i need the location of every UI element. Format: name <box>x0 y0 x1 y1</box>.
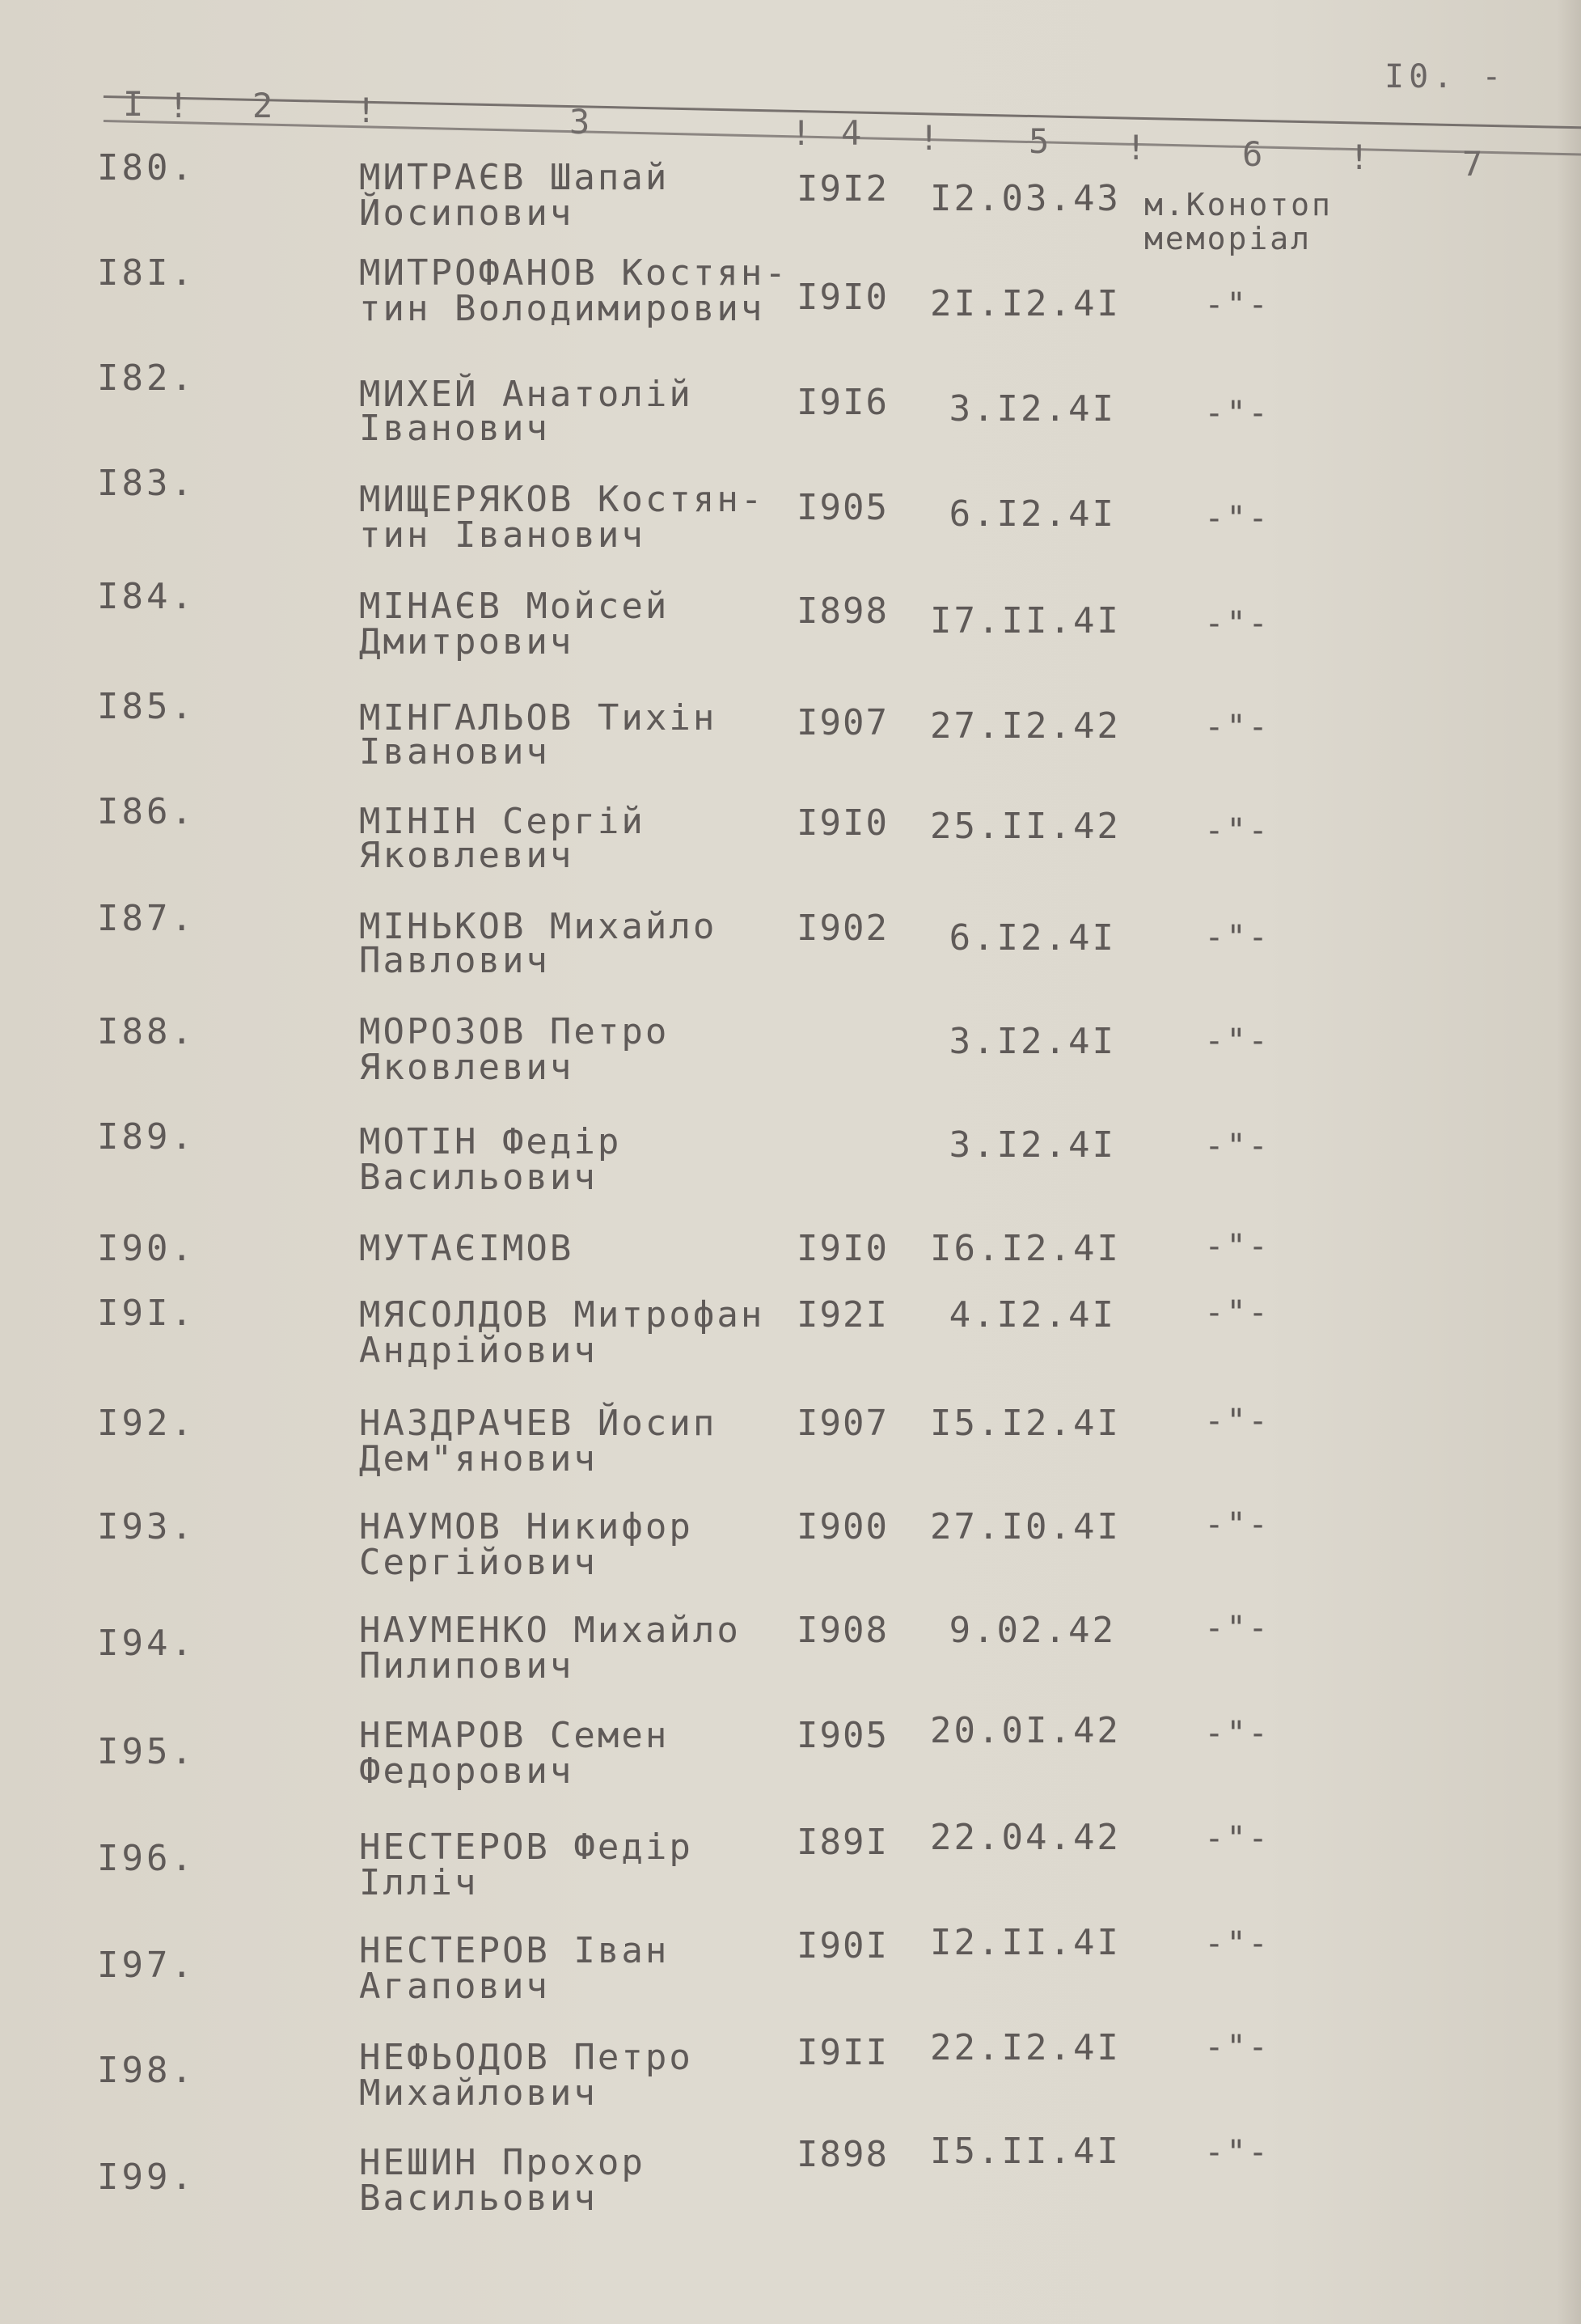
death-date: 20.0I.42 <box>930 1710 1121 1751</box>
person-name: НЕСТЕРОВ Федір <box>359 1827 693 1868</box>
header-separator: ! <box>791 113 812 153</box>
person-name-continued: Андрійович <box>359 1330 598 1371</box>
burial-place-line1: м.Конотоп <box>1144 187 1333 222</box>
person-name: МИЩЕРЯКОВ Костян- <box>359 479 765 520</box>
person-name-continued: тин Володимирович <box>359 288 765 329</box>
death-date: 25.II.42 <box>930 806 1121 847</box>
death-date: 3.I2.4I <box>949 388 1116 430</box>
person-name-continued: Сергійович <box>359 1542 598 1583</box>
table-row <box>0 147 1581 256</box>
person-name-continued: Яковлевич <box>359 1047 574 1088</box>
record-number: I86. <box>97 791 196 832</box>
column-header-1: I <box>123 84 144 124</box>
person-name: НАУМОВ Никифор <box>359 1506 693 1547</box>
birth-year: I898 <box>797 591 889 632</box>
birth-year: I9I2 <box>797 168 889 210</box>
record-number: I9I. <box>97 1293 196 1334</box>
person-name-continued: тин Іванович <box>359 514 645 556</box>
person-name-continued: Яковлевич <box>359 835 574 876</box>
birth-year: I900 <box>797 1506 889 1547</box>
death-date: 6.I2.4I <box>949 917 1116 959</box>
birth-year: I905 <box>797 487 889 528</box>
record-number: I8I. <box>97 252 196 294</box>
person-name-continued: Павлович <box>359 940 550 981</box>
birth-year: I9I0 <box>797 1228 889 1269</box>
person-name-continued: Федорович <box>359 1750 574 1792</box>
person-name-continued: Дмитрович <box>359 621 574 662</box>
header-separator: ! <box>356 91 377 130</box>
person-name: МИТРАЄВ Шапай <box>359 157 670 198</box>
burial-place: -"- <box>1204 1715 1270 1752</box>
table-row <box>0 358 1581 463</box>
birth-year: I9I6 <box>797 382 889 423</box>
person-name: МОТІН Федір <box>359 1121 622 1162</box>
person-name: МИХЕЙ Анатолій <box>359 374 693 415</box>
table-row <box>0 1116 1581 1221</box>
table-row <box>0 252 1581 358</box>
record-number: I89. <box>97 1116 196 1158</box>
table-row <box>0 2027 1581 2137</box>
record-number: I98. <box>97 2050 196 2091</box>
death-date: I6.I2.4I <box>930 1228 1121 1269</box>
death-date: 3.I2.4I <box>949 1124 1116 1166</box>
birth-year: I905 <box>797 1715 889 1756</box>
burial-place: -"- <box>1204 1128 1270 1165</box>
death-date: I2.03.43 <box>930 178 1121 219</box>
death-date: 22.04.42 <box>930 1817 1121 1858</box>
birth-year: I902 <box>797 908 889 949</box>
record-number: I90. <box>97 1228 196 1269</box>
person-name: НЕСТЕРОВ Іван <box>359 1930 670 1971</box>
person-name: МІНГАЛЬОВ Тихін <box>359 697 717 739</box>
birth-year: I9I0 <box>797 277 889 318</box>
table-row <box>0 1817 1581 1925</box>
column-header-4: 4 <box>841 113 862 153</box>
birth-year: I92I <box>797 1294 889 1336</box>
record-number: I93. <box>97 1506 196 1547</box>
birth-year: I898 <box>797 2134 889 2175</box>
person-name-continued: Іванович <box>359 731 550 773</box>
table-row <box>0 1293 1581 1398</box>
person-name-continued: Михайлович <box>359 2072 598 2114</box>
burial-place: -"- <box>1204 1925 1270 1962</box>
table-row <box>0 463 1581 568</box>
death-date: 27.I2.42 <box>930 705 1121 747</box>
table-row <box>0 686 1581 791</box>
burial-place: -"- <box>1204 500 1270 537</box>
column-header-6: 6 <box>1242 134 1263 174</box>
burial-place: -"- <box>1204 1294 1270 1331</box>
record-number: I88. <box>97 1011 196 1052</box>
record-number: I84. <box>97 576 196 617</box>
table-row <box>0 791 1581 896</box>
person-name-continued: Дем"янович <box>359 1438 598 1479</box>
person-name-continued: Агапович <box>359 1966 550 2007</box>
birth-year: I90I <box>797 1925 889 1966</box>
column-header-3: 3 <box>569 102 590 142</box>
table-row <box>0 1403 1581 1508</box>
death-date: I5.II.4I <box>930 2131 1121 2172</box>
table-row <box>0 898 1581 1003</box>
burial-place: -"- <box>1204 1403 1270 1440</box>
burial-place: -"- <box>1204 1610 1270 1647</box>
column-header-2: 2 <box>252 86 273 125</box>
burial-place: -"- <box>1204 2134 1270 2171</box>
birth-year: I908 <box>797 1610 889 1651</box>
death-date: 3.I2.4I <box>949 1021 1116 1062</box>
burial-place: -"- <box>1204 1228 1270 1265</box>
header-separator: ! <box>1349 138 1370 177</box>
birth-year: I9II <box>797 2032 889 2073</box>
burial-place: -"- <box>1204 2029 1270 2066</box>
table-row <box>0 2131 1581 2242</box>
table-row <box>0 1610 1581 1715</box>
record-number: I83. <box>97 463 196 504</box>
record-number: I96. <box>97 1838 196 1879</box>
person-name-continued: Ілліч <box>359 1862 479 1903</box>
record-number: I92. <box>97 1403 196 1444</box>
burial-place: -"- <box>1204 1022 1270 1060</box>
header-separator: ! <box>1126 128 1147 167</box>
record-number: I95. <box>97 1731 196 1772</box>
person-name: МІНІН Сергій <box>359 801 645 842</box>
death-date: 9.02.42 <box>949 1610 1116 1651</box>
table-row <box>0 1011 1581 1116</box>
person-name: МОРОЗОВ Петро <box>359 1011 670 1052</box>
header-separator: ! <box>919 118 940 158</box>
death-date: 4.I2.4I <box>949 1294 1116 1336</box>
person-name: МІНАЄВ Мойсей <box>359 586 670 627</box>
burial-place <box>1144 188 1333 256</box>
birth-year: I89I <box>797 1822 889 1863</box>
person-name: МИТРОФАНОВ Костян- <box>359 252 788 294</box>
column-header-5: 5 <box>1029 121 1050 161</box>
record-number: I82. <box>97 358 196 399</box>
person-name: МІНЬКОВ Михайло <box>359 906 717 947</box>
death-date: I7.II.4I <box>930 600 1121 641</box>
record-number: I85. <box>97 686 196 727</box>
death-date: I5.I2.4I <box>930 1403 1121 1444</box>
table-row <box>0 1506 1581 1611</box>
record-number: I80. <box>97 147 196 188</box>
death-date: 2I.I2.4I <box>930 283 1121 324</box>
person-name-continued: Іванович <box>359 408 550 449</box>
death-date: 6.I2.4I <box>949 493 1116 535</box>
person-name-continued: Пилипович <box>359 1645 574 1687</box>
burial-place: -"- <box>1204 395 1270 432</box>
person-name-continued: Васильович <box>359 1157 598 1198</box>
page-number: I0. - <box>1384 58 1507 95</box>
person-name: НЕМАРОВ Семен <box>359 1715 670 1756</box>
burial-place: -"- <box>1204 919 1270 956</box>
death-date: 22.I2.4I <box>930 2027 1121 2068</box>
person-name: НЕФЬОДОВ Петро <box>359 2037 693 2078</box>
table-row <box>0 576 1581 681</box>
table-row <box>0 1710 1581 1820</box>
person-name: МУТАЄІМОВ <box>359 1228 574 1269</box>
table-row <box>0 1922 1581 2030</box>
burial-place-line2: меморіал <box>1144 221 1313 256</box>
record-number: I87. <box>97 898 196 939</box>
record-number: I94. <box>97 1623 196 1664</box>
burial-place: -"- <box>1204 1820 1270 1857</box>
record-number: I97. <box>97 1945 196 1986</box>
record-number: I99. <box>97 2157 196 2198</box>
burial-place: -"- <box>1204 1506 1270 1543</box>
person-name: НАУМЕНКО Михайло <box>359 1610 741 1651</box>
birth-year: I907 <box>797 702 889 743</box>
person-name: НЕШИН Прохор <box>359 2142 645 2183</box>
birth-year: I907 <box>797 1403 889 1444</box>
birth-year: I9I0 <box>797 802 889 844</box>
death-date: I2.II.4I <box>930 1922 1121 1963</box>
person-name-continued: Йосипович <box>359 193 574 234</box>
death-date: 27.I0.4I <box>930 1506 1121 1547</box>
burial-place: -"- <box>1204 812 1270 849</box>
person-name: МЯСОЛДОВ Митрофан <box>359 1294 765 1336</box>
person-name-continued: Васильович <box>359 2178 598 2219</box>
person-name: НАЗДРАЧЕВ Йосип <box>359 1403 717 1444</box>
header-separator: ! <box>168 86 189 125</box>
burial-place: -"- <box>1204 709 1270 746</box>
burial-place: -"- <box>1204 286 1270 324</box>
burial-place: -"- <box>1204 605 1270 642</box>
column-header-7: 7 <box>1462 144 1483 184</box>
